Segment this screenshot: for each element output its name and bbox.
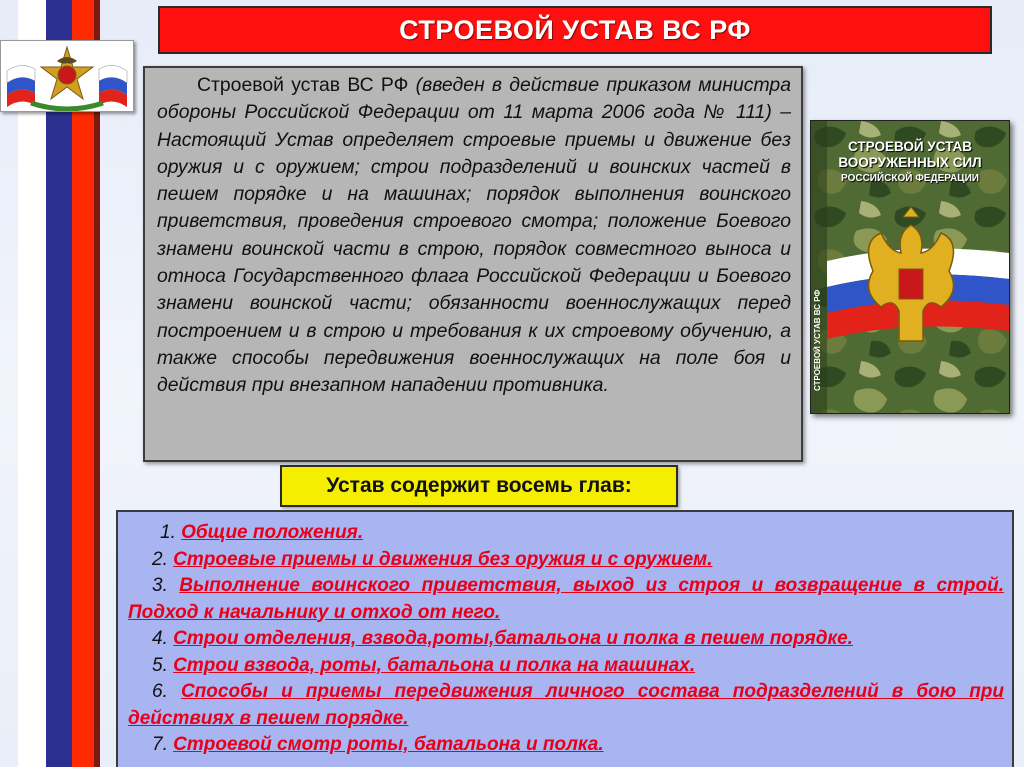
flag-stripe-red — [72, 0, 94, 767]
book-cover-image — [810, 120, 1010, 414]
flag-stripe-blue — [46, 0, 72, 767]
description-lead: Строевой устав ВС РФ — [197, 74, 409, 96]
chapter-link[interactable]: Выполнение воинского приветствия, выход из строя и возвращение в строй. Подход к начальнику и отход от него. — [128, 575, 1005, 623]
description-text — [157, 72, 791, 400]
chapters-heading-text: Устав содержит восемь глав: — [326, 474, 632, 497]
chapters-heading — [280, 465, 678, 507]
chapter-link[interactable]: Строевой смотр роты, батальона и полка. — [173, 734, 604, 755]
chapters-list — [116, 510, 1014, 767]
chapter-link[interactable]: Общие положения. — [181, 522, 364, 543]
chapter-item: 2. Строевые приемы и движения без оружия и с оружием. — [152, 548, 713, 570]
chapter-link[interactable]: Способы и приемы передвижения личного состава подразделений в бою при действиях в пешем порядке. — [128, 681, 1005, 729]
chapter-item: 5. Строи взвода, роты, батальона и полка на машинах. — [152, 654, 696, 676]
page-title: СТРОЕВОЙ УСТАВ ВС РФ — [399, 14, 751, 45]
ministry-of-defence-emblem-icon — [0, 40, 134, 112]
description-rest: (введен в действие приказом министра обороны Российской Федерации от 11 марта 2006 года № 111) – Настоящий Устав определяет строевые приемы и движение без оружия и с оружием; строи подразделений и воинских частей в пешем порядке и на машинах; порядок выполнения воинского приветствия, проведения строевого смотра; положение Боевого знамени воинской части в строю, порядок совместного выноса и относа Государственного флага Российской Федерации и Боевого знамени воинской части; обязанности военнослужащих перед построением и в строю и требования к их строевому обучению, а также способы передвижения военнослужащих на поле боя и действия при внезапном нападении противника. — [157, 74, 791, 397]
flag-stripe-white — [18, 0, 46, 767]
chapter-link[interactable]: Строи отделения, взвода,роты,батальона и полка в пешем порядке. — [173, 628, 853, 649]
book-spine-text: СТРОЕВОЙ УСТАВ ВС РФ — [813, 289, 822, 391]
chapter-link[interactable]: Строевые приемы и движения без оружия и с оружием. — [173, 548, 713, 570]
book-title-line2: ВООРУЖЕННЫХ СИЛ — [838, 155, 982, 170]
book-title-line3: РОССИЙСКОЙ ФЕДЕРАЦИИ — [841, 173, 979, 184]
description-box — [143, 66, 803, 462]
flag-stripe-shadow — [94, 0, 100, 767]
page-title-bar — [158, 6, 992, 54]
chapter-item: 3. Выполнение воинского приветствия, выход из строя и возвращение в строй. Подход к начальнику и отход от него. — [128, 575, 1005, 623]
book-title-line1: СТРОЕВОЙ УСТАВ — [847, 139, 973, 154]
book-title — [817, 139, 1003, 187]
chapter-link[interactable]: Строи взвода, роты, батальона и полка на машинах. — [173, 654, 696, 676]
chapter-item: 1. Общие положения. — [160, 522, 364, 543]
chapter-item: 6. Способы и приемы передвижения личного состава подразделений в бою при действиях в пешем порядке. — [128, 681, 1005, 729]
chapter-item: 4. Строи отделения, взвода,роты,батальона и полка в пешем порядке. — [152, 628, 853, 649]
chapter-item: 7. Строевой смотр роты, батальона и полка. — [152, 734, 604, 755]
